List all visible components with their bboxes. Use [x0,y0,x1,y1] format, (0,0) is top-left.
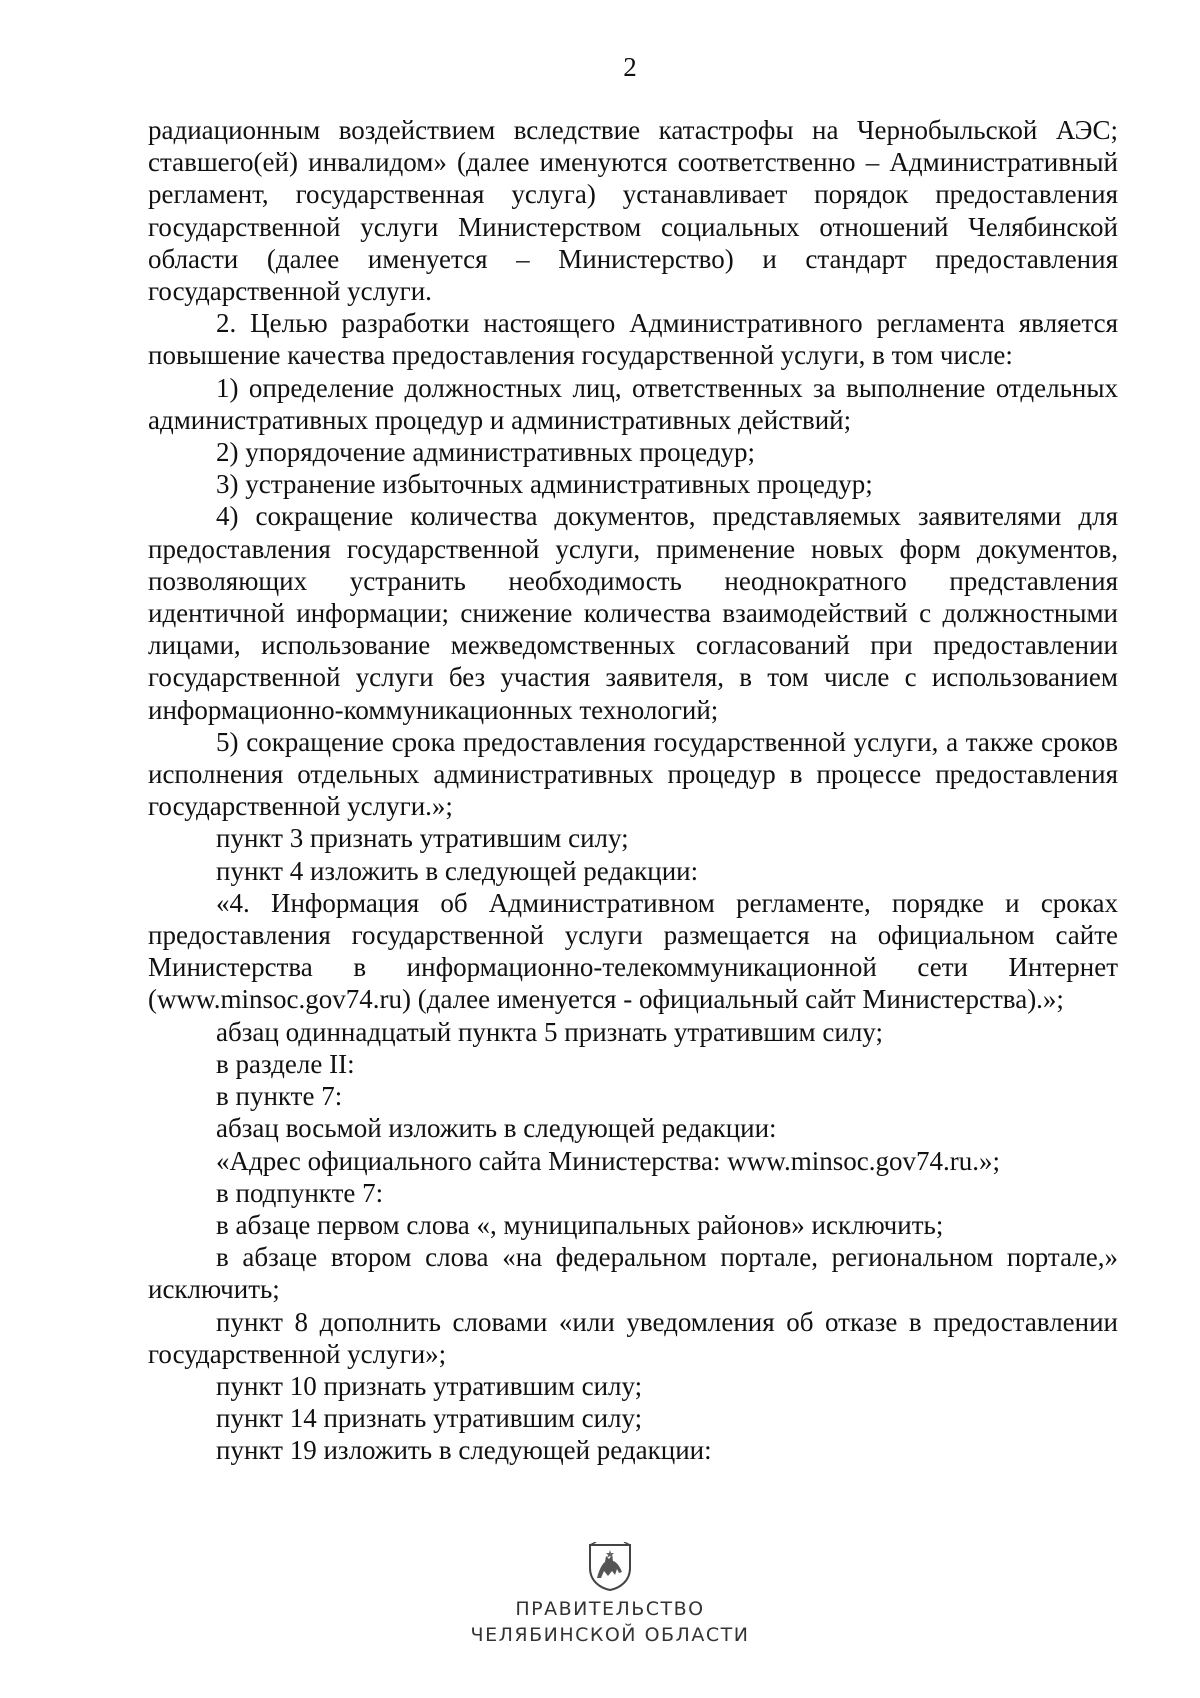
paragraph: в абзаце втором слова «на федеральном портале, региональном портале,» исключить; [148,1242,1118,1305]
page-number: 2 [623,52,637,82]
paragraph: 3) устранение избыточных административных процедур; [216,469,873,500]
paragraph: в подпункте 7: [216,1177,384,1208]
paragraph: пункт 19 изложить в следующей редакции: [216,1435,712,1466]
paragraph: 1) определение должностных лиц, ответственных за выполнение отдельных административных процедур и административных действий; [148,372,1118,435]
paragraph: пункт 4 изложить в следующей редакции: [216,855,699,886]
paragraph: радиационным воздействием вследствие катастрофы на Чернобыльской АЭС; ставшего(ей) инвалидом» (далее именуются соответственно – Административный регламент, государственная услуга) устанавливает порядок предоставления государственной услуги Министерством социальных отношений Челябинской области (далее именуется – Министерство) и стандарт предоставления государственной услуги. [148,115,1118,307]
stamp-line-1: ПРАВИТЕЛЬСТВО [515,1598,705,1620]
paragraph: пункт 10 признать утратившим силу; [216,1370,643,1401]
paragraph: абзац восьмой изложить в следующей редакции: [216,1113,777,1144]
paragraph: в разделе II: [216,1048,355,1079]
paragraph: абзац одиннадцатый пункта 5 признать утратившим силу; [216,1016,883,1047]
paragraph: 2) упорядочение административных процедур; [216,437,755,468]
paragraph: в пункте 7: [216,1081,343,1112]
stamp-line-2: ЧЕЛЯБИНСКОЙ ОБЛАСТИ [470,1624,750,1646]
paragraph: в абзаце первом слова «, муниципальных районов» исключить; [216,1209,944,1240]
paragraph: пункт 3 признать утратившим силу; [216,823,629,854]
paragraph: пункт 8 дополнить словами «или уведомления об отказе в предоставлении государственной услуги»; [148,1306,1118,1369]
government-stamp [0,1542,1200,1648]
paragraph: 2. Целью разработки настоящего Административного регламента является повышение качества предоставления государственной услуги, в том числе: [148,308,1118,371]
paragraph: пункт 14 признать утратившим силу; [216,1403,643,1434]
coat-of-arms-icon [587,1542,633,1592]
paragraph: «4. Информация об Административном регламенте, порядке и сроках предоставления государственной услуги размещается на официальном сайте Министерства в информационно-телекоммуникационной сети Интернет (www.minsoc.gov74.ru) (далее именуется - официальный сайт Министерства).»; [148,887,1118,1015]
paragraph: 5) сокращение срока предоставления государственной услуги, а также сроков исполнения отдельных административных процедур в процессе предоставления государственной услуги.»; [148,726,1118,822]
document-body [148,114,1118,1467]
paragraph: 4) сокращение количества документов, представляемых заявителями для предоставления государственной услуги, применение новых форм документов, позволяющих устранить необходимость неоднократного представления идентичной информации; снижение количества взаимодействий с должностными лицами, использование межведомственных согласований при предоставлении государственной услуги без участия заявителя, в том числе с использованием информационно-коммуникационных технологий; [148,501,1118,725]
paragraph: «Адрес официального сайта Министерства: www.minsoc.gov74.ru.»; [216,1145,1000,1176]
